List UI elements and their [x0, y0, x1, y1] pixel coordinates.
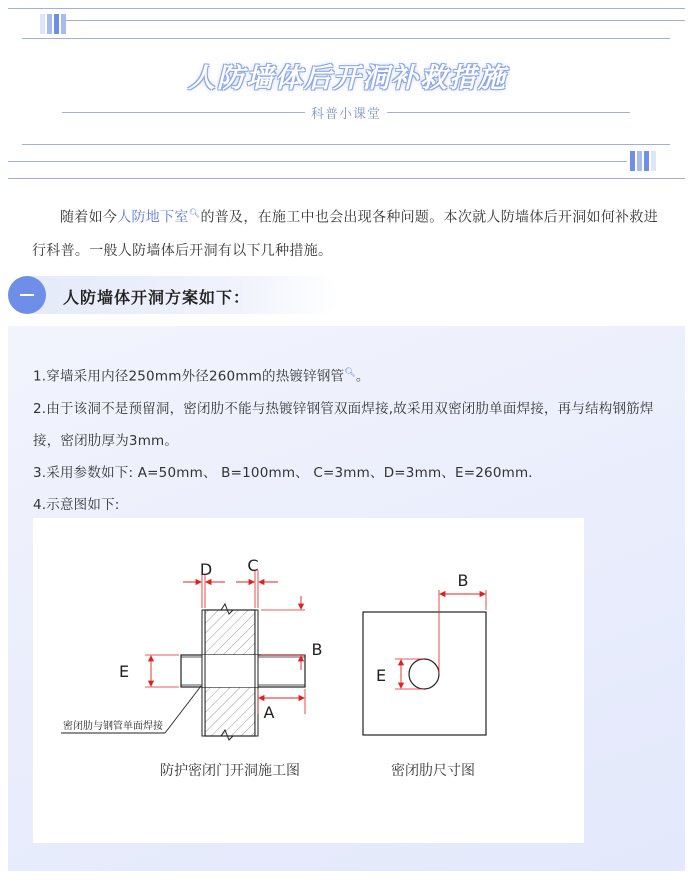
weld-note: 密闭肋与钢管单面焊接 — [63, 721, 163, 732]
point-1 — [33, 357, 663, 393]
wall-section-drawing — [61, 556, 322, 779]
intro-link-civil-defense-basement[interactable]: 人防地下室 — [117, 209, 189, 226]
dim-label-a: A — [263, 703, 275, 722]
point-2: 2.由于该洞不是预留洞，密闭肋不能与热镀锌钢管双面焊接,故采用双密闭肋单面焊接，再与结构钢筋焊接，密闭肋厚为3mm。 — [33, 400, 654, 449]
rib-size-drawing — [363, 571, 486, 779]
intro-paragraph — [32, 198, 662, 268]
diagram-figure — [33, 518, 584, 843]
top-rule-3 — [22, 38, 670, 39]
top-rule-1 — [8, 8, 685, 9]
mid-rule-3 — [8, 178, 685, 179]
dim-label-e: E — [118, 662, 130, 681]
search-icon[interactable]: 🔍︎ — [344, 368, 356, 378]
page-subtitle: 科普小课堂 — [311, 106, 382, 122]
point-1-end: 。 — [355, 368, 370, 385]
pipe-hole — [409, 659, 439, 689]
points-list — [33, 357, 663, 521]
intro-text-after: 的普及，在施工中也会出现各种问题。本次就人防墙体后开洞如何补救进行科普。一般人防墙体后开洞有以下几种措施。 — [32, 209, 659, 259]
dim-label-d: D — [199, 560, 213, 579]
search-icon[interactable]: 🔍︎ — [188, 209, 201, 219]
mid-rule-1 — [22, 144, 670, 145]
subtitle-row — [62, 103, 630, 121]
left-caption: 防护密闭门开洞施工图 — [160, 763, 300, 779]
point-3: 3.采用参数如下: A=50mm、 B=100mm、 C=3mm、D=3mm、E=260mm. — [33, 464, 533, 481]
right-caption: 密闭肋尺寸图 — [391, 763, 475, 779]
point-1-text: 1.穿墙采用内径250mm外径260mm的热镀锌钢管 — [33, 368, 345, 385]
subtitle-left-rule — [62, 112, 305, 113]
minus-icon — [8, 276, 46, 314]
intro-text-before: 随着如今 — [60, 209, 118, 226]
dim-label-b: B — [311, 640, 323, 659]
section-title: 人防墙体开洞方案如下： — [63, 288, 251, 307]
top-decor-blocks — [40, 14, 66, 34]
rib-dim-label-b: B — [457, 571, 469, 590]
page-title: 人防墙体后开洞补救措施 — [188, 63, 507, 94]
rib-dim-label-e: E — [375, 666, 387, 685]
point-4: 4.示意图如下: — [33, 496, 120, 513]
subtitle-right-rule — [387, 112, 630, 113]
section-heading — [8, 276, 338, 314]
top-rule-2 — [66, 20, 685, 21]
right-decor-blocks — [630, 151, 656, 171]
mid-rule-2 — [8, 161, 627, 162]
dim-label-c: C — [247, 556, 259, 575]
diagram-svg — [33, 518, 584, 843]
